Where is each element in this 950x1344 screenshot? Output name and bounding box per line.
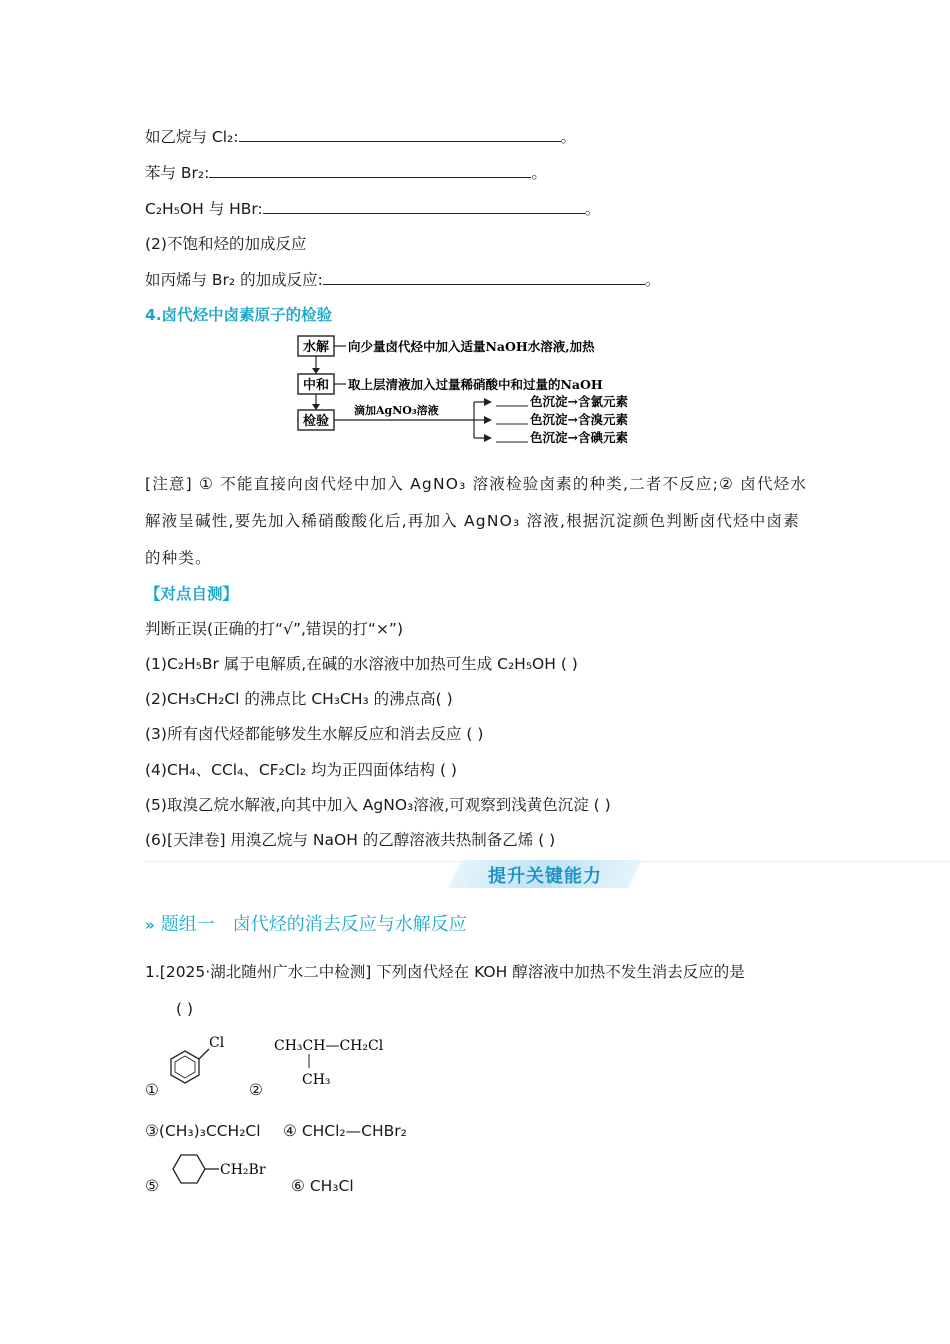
answer-blank[interactable]	[209, 163, 531, 178]
note-text: ① 不能直接向卤代烃中加入 AgNO₃ 溶液检验卤素的种类,二者不反应;② 卤代烃水解液呈碱性,要先加入稀硝酸酸化后,再加入 AgNO₃ 溶液,根据沉淀颜色判断卤代烃中卤素的种类。	[145, 475, 808, 567]
answer-blank[interactable]	[239, 127, 561, 142]
halogen-test-flowchart	[290, 332, 670, 450]
main-chain-label: CH₃CH—CH₂Cl	[274, 1038, 384, 1054]
period: 。	[644, 271, 661, 289]
self-test-item: (4)CH₄、CCl₄、CF₂Cl₂ 均为正四面体结构 ( )	[145, 761, 457, 779]
self-test-title: 【对点自测】	[145, 585, 239, 603]
self-test-item: (5)取溴乙烷水解液,向其中加入 AgNO₃溶液,可观察到浅黄色沉淀 ( )	[145, 796, 611, 814]
question-stem: 1.[2025·湖北随州广水二中检测] 下列卤代烃在 KOH 醇溶液中加热不发生消去反应的是	[145, 963, 745, 981]
option-4: ④ CHCl₂—CHBr₂	[283, 1122, 407, 1140]
result-chlorine: 色沉淀→含氯元素	[530, 394, 628, 409]
reaction-benzene-br2	[145, 163, 547, 183]
step-description: 取上层清液加入过量稀硝酸中和过量的NaOH	[348, 377, 603, 392]
section-banner-label: 提升关键能力	[488, 866, 602, 887]
chlorobenzene-structure	[163, 1033, 233, 1093]
addition-heading: (2)不饱和烃的加成反应	[145, 235, 307, 253]
self-test-item: (1)C₂H₅Br 属于电解质,在碱的水溶液中加热可生成 C₂H₅OH ( )	[145, 655, 578, 673]
ch2br-label: CH₂Br	[220, 1162, 266, 1178]
step-label: 水解	[302, 340, 330, 355]
step-label: 中和	[302, 378, 330, 393]
answer-blank[interactable]	[263, 199, 585, 214]
reaction-label: 苯与 Br₂:	[145, 164, 210, 182]
step-label: 检验	[302, 414, 330, 429]
reaction-label: 如丙烯与 Br₂ 的加成反应:	[145, 271, 323, 289]
reaction-propene-br2	[145, 270, 660, 290]
self-test-item: (6)[天津卷] 用溴乙烷与 NaOH 的乙醇溶液共热制备乙烯 ( )	[145, 831, 556, 849]
period: 。	[584, 200, 601, 218]
answer-blank[interactable]	[323, 270, 645, 285]
option-5-number: ⑤	[145, 1177, 159, 1195]
reagent-label: 滴加AgNO₃溶液	[354, 404, 439, 417]
group-title	[145, 910, 467, 936]
reaction-ethane-cl2	[145, 127, 576, 147]
reaction-ethanol-hbr	[145, 199, 600, 219]
self-test-item: (3)所有卤代烃都能够发生水解反应和消去反应 ( )	[145, 725, 484, 743]
chlorine-label: Cl	[209, 1035, 225, 1051]
reaction-label: C₂H₅OH 与 HBr:	[145, 200, 263, 218]
methyl-branch-label: CH₃	[302, 1072, 331, 1088]
isobutyl-chloride-structure	[272, 1032, 402, 1092]
answer-paren[interactable]: ( )	[176, 1000, 194, 1018]
option-1-number: ①	[145, 1081, 159, 1099]
note-label: [注意]	[145, 475, 193, 493]
result-bromine: 色沉淀→含溴元素	[530, 412, 628, 427]
note-paragraph	[145, 466, 810, 577]
result-iodine: 色沉淀→含碘元素	[530, 430, 628, 445]
period: 。	[531, 164, 547, 182]
option-2-number: ②	[249, 1081, 263, 1099]
section-title: 4.卤代烃中卤素原子的检验	[145, 306, 333, 324]
reaction-label: 如乙烷与 Cl₂:	[145, 128, 239, 146]
double-chevron-icon: »	[145, 916, 155, 934]
option-6: ⑥ CH₃Cl	[291, 1177, 354, 1195]
option-3: ③(CH₃)₃CCH₂Cl	[145, 1122, 261, 1140]
period: 。	[560, 128, 577, 146]
self-test-instruction: 判断正误(正确的打“√”,错误的打“×”)	[145, 620, 404, 638]
group-title-text: 题组一 卤代烃的消去反应与水解反应	[160, 914, 467, 935]
self-test-item: (2)CH₃CH₂Cl 的沸点比 CH₃CH₃ 的沸点高( )	[145, 690, 453, 708]
cyclohexylmethyl-bromide-structure	[165, 1150, 275, 1190]
step-description: 向少量卤代烃中加入适量NaOH水溶液,加热	[348, 339, 595, 354]
